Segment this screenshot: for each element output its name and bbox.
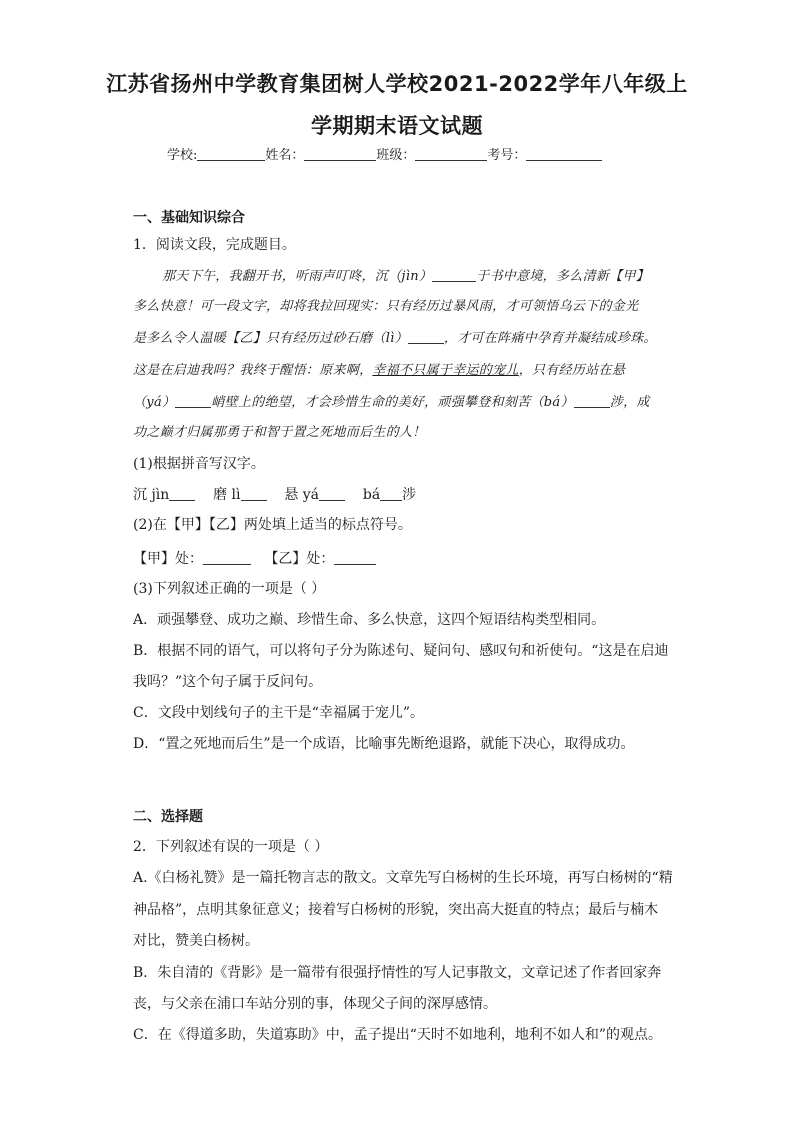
answer-blank[interactable]: [319, 488, 345, 501]
section1-heading: 一、基础知识综合: [133, 210, 245, 226]
class-label: 班级：: [376, 148, 416, 163]
answer-blank[interactable]: [175, 395, 211, 408]
underlined-sentence: 幸福不只属于幸运的宠儿: [372, 363, 519, 378]
q2-option-b-line1[interactable]: B．朱自清的《背影》是一篇带有很强抒情性的写人记事散文，文章记述了作者回家奔: [133, 965, 662, 981]
question1-stem: 1．阅读文段，完成题目。: [133, 237, 296, 253]
section2-heading: 二、选择题: [133, 809, 203, 825]
answer-blank[interactable]: [408, 331, 444, 344]
q2-option-a-line3[interactable]: 对比，赞美白杨树。: [133, 933, 259, 949]
question2-stem: 2．下列叙述有误的一项是（ ）: [133, 839, 329, 855]
school-blank[interactable]: [197, 147, 265, 161]
pinyin-row: 沉 jìn 磨 lì 悬 yá bá 涉: [133, 487, 417, 503]
q1-option-a[interactable]: A．顽强攀登、成功之巅、珍惜生命、多么快意，这四个短语结构类型相同。: [133, 612, 606, 628]
passage-line-1: 那天下午，我翻开书，听雨声叮咚，沉（jìn） 于书中意境，多么清新【甲】: [162, 269, 650, 284]
number-blank[interactable]: [526, 147, 602, 161]
q1-option-b-line1[interactable]: B．根据不同的语气，可以将句子分为陈述句、疑问句、感叹句和祈使句。“这是在启迪: [133, 643, 669, 659]
sub-question-3: (3)下列叙述正确的一项是（ ）: [133, 581, 326, 597]
punctuation-row: 【甲】处： 【乙】处：: [133, 548, 376, 568]
q2-option-b-line2[interactable]: 丧，与父亲在浦口车站分别的事，体现父子间的深厚感情。: [133, 996, 497, 1012]
answer-blank[interactable]: [334, 552, 376, 565]
answer-blank[interactable]: [241, 488, 267, 501]
answer-blank[interactable]: [432, 269, 476, 282]
answer-blank[interactable]: [574, 395, 610, 408]
name-label: 姓名：: [265, 148, 305, 163]
passage-line-5: （yá） 峭壁上的绝望，才会珍惜生命的美好，顽强攀登和刻苦（bá） 涉，成: [133, 395, 650, 410]
class-blank[interactable]: [415, 147, 487, 161]
passage-line-6: 功之巅才归属那勇于和智于置之死地而后生的人！: [133, 425, 426, 440]
exam-title-line1: 江苏省扬州中学教育集团树人学校2021-2022学年八年级上: [106, 72, 688, 96]
passage-line-3: 是多么令人温暖【乙】只有经历过砂石磨（lì） ，才可在阵痛中孕育并凝结成珍珠。: [133, 331, 657, 346]
q1-option-b-line2[interactable]: 我吗？”这个句子属于反问句。: [133, 674, 323, 690]
q2-option-a-line1[interactable]: A.《白杨礼赞》是一篇托物言志的散文。文章先写白杨树的生长环境，再写白杨树的“精: [133, 870, 673, 886]
passage-line-4: 这是在启迪我吗？我终于醒悟：原来啊，幸福不只属于幸运的宠儿，只有经历站在悬: [133, 363, 626, 378]
q1-option-c[interactable]: C．文段中划线句子的主干是“幸福属于宠儿”。: [133, 705, 425, 721]
sub-question-1: (1)根据拼音写汉字。: [133, 456, 265, 472]
answer-blank[interactable]: [203, 552, 251, 565]
passage-line-2: 多么快意！可一段文字，却将我拉回现实：只有经历过暴风雨，才可领悟乌云下的金光: [133, 299, 639, 314]
name-blank[interactable]: [304, 147, 376, 161]
q1-option-d[interactable]: D．“置之死地而后生”是一个成语，比喻事先断绝退路，就能下决心，取得成功。: [133, 736, 635, 752]
student-info-line: [167, 144, 602, 163]
exam-title-line2: 学期期末语文试题: [311, 114, 483, 138]
q2-option-a-line2[interactable]: 神品格”，点明其象征意义；接着写白杨树的形貌，突出高大挺直的特点；最后与楠木: [133, 902, 659, 918]
number-label: 考号：: [487, 148, 527, 163]
school-label: 学校:: [167, 148, 198, 163]
answer-blank[interactable]: [169, 488, 195, 501]
q2-option-c[interactable]: C．在《得道多助，失道寡助》中，孟子提出“天时不如地利，地利不如人和”的观点。: [133, 1027, 663, 1043]
sub-question-2: (2)在【甲】【乙】两处填上适当的标点符号。: [133, 517, 412, 533]
answer-blank[interactable]: [380, 488, 402, 501]
